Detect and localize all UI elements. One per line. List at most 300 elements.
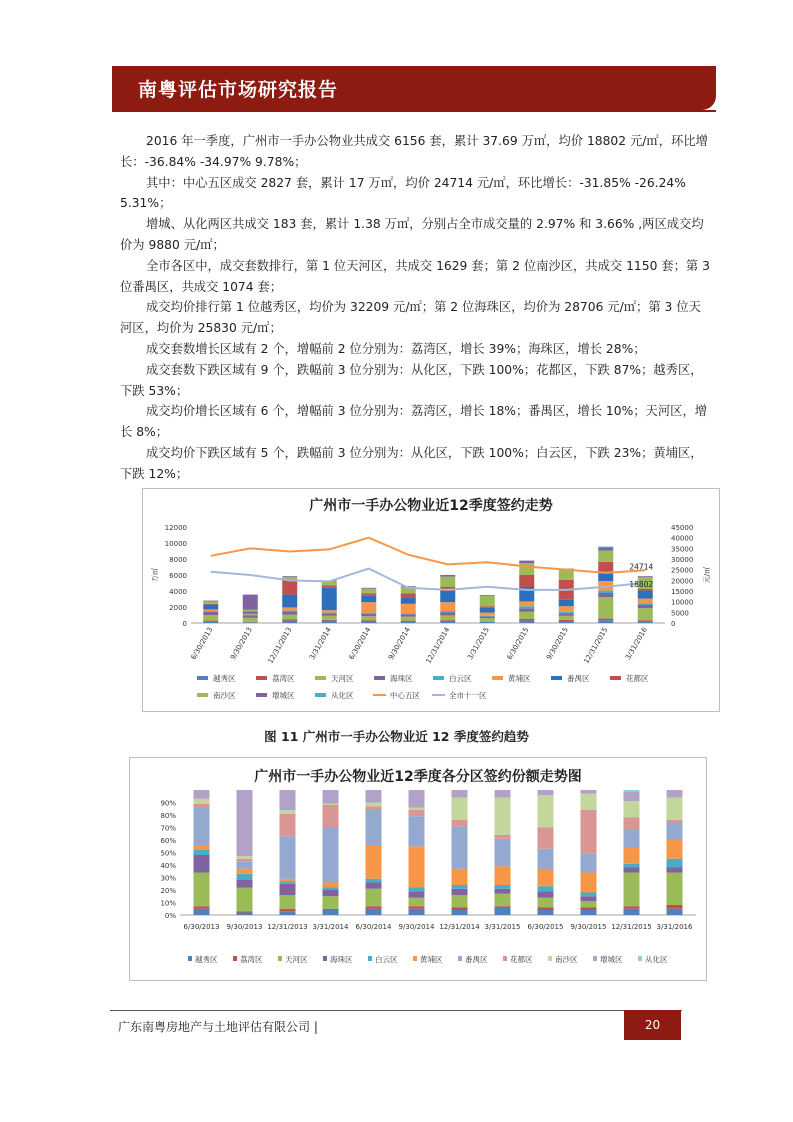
- bar-segment: [519, 619, 534, 621]
- legend-label: 番禺区: [465, 955, 488, 964]
- bar-segment: [194, 804, 210, 808]
- legend-label: 花都区: [510, 955, 533, 964]
- legend-swatch: [256, 693, 267, 697]
- bar-segment: [519, 575, 534, 587]
- paragraph: 全市各区中，成交套数排行，第 1 位天河区，共成交 1629 套；第 2 位南沙区，共成交 1150 套；第 3 位番禺区，共成交 1074 套；: [120, 258, 710, 294]
- bar-segment: [559, 616, 574, 620]
- bar-segment: [519, 609, 534, 612]
- bar-segment: [538, 891, 554, 897]
- bar-segment: [361, 588, 376, 589]
- bar-segment: [322, 610, 337, 612]
- bar-segment: [581, 810, 597, 854]
- bar-segment: [282, 595, 297, 608]
- bar-segment: [280, 881, 296, 884]
- x-tick-label: 3/31/2015: [484, 923, 521, 931]
- bar-segment: [581, 794, 597, 810]
- x-tick-label: 12/31/2013: [267, 923, 308, 931]
- legend-swatch: [610, 676, 621, 680]
- bar-segment: [280, 879, 296, 882]
- bar-segment: [237, 856, 253, 859]
- bar-segment: [366, 803, 382, 807]
- y-tick-label: 80%: [160, 812, 176, 820]
- bar-segment: [581, 854, 597, 873]
- series-line: [211, 538, 646, 573]
- x-tick-label: 6/30/2014: [347, 626, 373, 662]
- y-tick-label: 30%: [160, 874, 176, 883]
- bar-segment: [638, 603, 653, 605]
- bar-segment: [452, 798, 468, 821]
- bar-segment: [366, 883, 382, 889]
- legend-swatch: [492, 676, 503, 680]
- bar-segment: [322, 613, 337, 614]
- bar-segment: [638, 620, 653, 621]
- header-divider: [112, 110, 716, 112]
- bar-segment: [581, 893, 597, 897]
- series-line: [211, 569, 646, 590]
- bar-segment: [624, 868, 640, 873]
- page-title: 南粤评估市场研究报告: [138, 79, 339, 101]
- legend-label: 黄埔区: [420, 955, 443, 964]
- bar-segment: [409, 906, 425, 909]
- bar-segment: [440, 615, 455, 620]
- bar-segment: [282, 611, 297, 612]
- bar-segment: [401, 593, 416, 597]
- y-tick-label: 40%: [160, 862, 176, 870]
- bar-segment: [243, 614, 258, 615]
- bar-segment: [452, 885, 468, 889]
- bar-segment: [452, 908, 468, 911]
- legend-swatch: [315, 693, 326, 697]
- bar-segment: [194, 873, 210, 907]
- bar-segment: [243, 612, 258, 614]
- bar-segment: [194, 850, 210, 855]
- bar-segment: [495, 885, 511, 889]
- bar-segment: [280, 884, 296, 895]
- legend-swatch: [233, 956, 237, 961]
- legend-swatch: [197, 676, 208, 680]
- bar-segment: [440, 591, 455, 602]
- bar-segment: [243, 610, 258, 612]
- legend-label: 南沙区: [213, 691, 236, 700]
- bar-segment: [495, 790, 511, 798]
- bar-segment: [624, 818, 640, 831]
- y2-tick-label: 10000: [671, 598, 694, 607]
- bar-segment: [480, 595, 495, 596]
- bar-segment: [480, 617, 495, 619]
- bar-segment: [280, 911, 296, 915]
- bar-segment: [538, 908, 554, 911]
- bar-segment: [243, 618, 258, 622]
- bar-segment: [361, 602, 376, 612]
- legend-label: 海珠区: [330, 955, 353, 964]
- bar-segment: [237, 874, 253, 880]
- bar-segment: [495, 798, 511, 836]
- bar-segment: [323, 888, 339, 891]
- legend-swatch: [197, 693, 208, 697]
- bar-segment: [366, 909, 382, 915]
- chart-2-svg: [130, 758, 706, 980]
- bar-segment: [237, 861, 253, 869]
- bar-segment: [203, 604, 218, 605]
- legend-label: 全市十一区: [449, 691, 487, 700]
- bar-segment: [581, 910, 597, 915]
- x-tick-label: 9/30/2014: [398, 923, 435, 931]
- y2-tick-label: 0: [671, 620, 676, 628]
- bar-segment: [243, 595, 258, 610]
- bar-segment: [322, 620, 337, 621]
- legend-swatch: [638, 956, 642, 961]
- bar-segment: [452, 869, 468, 885]
- bar-segment: [282, 619, 297, 620]
- x-tick-label: 12/31/2015: [611, 923, 652, 931]
- bar-segment: [667, 868, 683, 873]
- bar-segment: [409, 898, 425, 907]
- bar-segment: [401, 597, 416, 603]
- bar-segment: [581, 908, 597, 911]
- bar-segment: [581, 901, 597, 907]
- y-tick-label: 90%: [160, 799, 176, 808]
- legend-swatch: [503, 956, 507, 961]
- bar-segment: [667, 905, 683, 909]
- bar-segment: [495, 835, 511, 839]
- bar-segment: [452, 826, 468, 869]
- legend-swatch: [256, 676, 267, 680]
- bar-segment: [280, 810, 296, 814]
- chart-title: 广州市一手办公物业近12季度各分区签约份额走势图: [254, 769, 582, 785]
- chart-district-share: [129, 757, 707, 981]
- bar-segment: [480, 606, 495, 608]
- bar-segment: [401, 613, 416, 614]
- bar-segment: [538, 790, 554, 795]
- bar-segment: [598, 547, 613, 550]
- legend-swatch: [374, 676, 385, 680]
- legend-swatch: [548, 956, 552, 961]
- bar-segment: [624, 791, 640, 801]
- y-tick-label: 0%: [164, 912, 176, 920]
- bar-segment: [452, 790, 468, 798]
- bar-segment: [452, 895, 468, 908]
- bar-segment: [322, 621, 337, 623]
- legend-swatch: [458, 956, 462, 961]
- bar-segment: [322, 588, 337, 610]
- bar-segment: [401, 617, 416, 621]
- bar-segment: [401, 621, 416, 622]
- bar-segment: [322, 585, 337, 587]
- bar-segment: [243, 622, 258, 623]
- bar-segment: [598, 619, 613, 621]
- bar-segment: [243, 615, 258, 617]
- chart-title: 广州市一手办公物业近12季度签约走势: [309, 498, 553, 514]
- bar-segment: [538, 886, 554, 891]
- report-body: [120, 131, 710, 485]
- legend-label: 白云区: [449, 674, 472, 683]
- legend-label: 荔湾区: [240, 955, 263, 964]
- legend-swatch: [413, 956, 417, 961]
- paragraph: 增城、从化两区共成交 183 套，累计 1.38 万㎡，分别占全市成交量的 2.97% 和 3.66% ,两区成交均价为 9880 元/㎡；: [120, 217, 704, 252]
- bar-segment: [559, 621, 574, 623]
- x-tick-label: 3/31/2016: [624, 626, 649, 662]
- legend-label: 黄埔区: [508, 674, 531, 683]
- x-tick-label: 3/31/2014: [308, 626, 333, 662]
- bar-segment: [624, 801, 640, 817]
- data-label: 24714: [629, 562, 654, 572]
- legend-swatch: [551, 676, 562, 680]
- bar-segment: [323, 828, 339, 883]
- bar-segment: [237, 859, 253, 862]
- bar-segment: [194, 855, 210, 873]
- bar-segment: [361, 589, 376, 594]
- bar-segment: [280, 814, 296, 837]
- bar-segment: [667, 823, 683, 841]
- bar-segment: [581, 790, 597, 794]
- chart-signing-trend: [142, 488, 720, 712]
- bar-segment: [624, 909, 640, 915]
- legend-label: 增城区: [600, 955, 623, 964]
- bar-segment: [409, 790, 425, 808]
- x-tick-label: 9/30/2014: [387, 626, 412, 662]
- legend-label: 南沙区: [555, 955, 578, 964]
- bar-segment: [401, 604, 416, 614]
- legend-label: 增城区: [272, 691, 295, 700]
- bar-segment: [203, 601, 218, 602]
- bar-segment: [598, 551, 613, 562]
- x-tick-label: 9/30/2015: [570, 923, 607, 931]
- bar-segment: [559, 620, 574, 621]
- bar-segment: [667, 909, 683, 915]
- legend-label: 从化区: [331, 691, 354, 700]
- y2-tick-label: 5000: [671, 609, 689, 618]
- bar-segment: [538, 849, 554, 870]
- bar-segment: [194, 790, 210, 799]
- y2-tick-label: 35000: [671, 545, 694, 554]
- bar-segment: [194, 799, 210, 804]
- bar-segment: [598, 597, 613, 619]
- bar-segment: [280, 909, 296, 912]
- bar-segment: [519, 601, 534, 606]
- y2-tick-label: 45000: [671, 524, 694, 532]
- bar-segment: [323, 890, 339, 896]
- bar-segment: [194, 909, 210, 915]
- y2-tick-label: 20000: [671, 577, 694, 586]
- bar-segment: [638, 576, 653, 577]
- bar-segment: [638, 599, 653, 604]
- bar-segment: [538, 910, 554, 915]
- x-tick-label: 3/31/2016: [656, 923, 693, 931]
- bar-segment: [237, 880, 253, 888]
- bar-segment: [480, 616, 495, 617]
- legend-swatch: [593, 956, 597, 961]
- legend-swatch: [315, 676, 326, 680]
- paragraph: 成交均价增长区域有 6 个，增幅前 3 位分别为：荔湾区，增长 18%；番禺区，增长 10%；天河区，增长 8%；: [120, 404, 708, 440]
- bar-segment: [452, 910, 468, 915]
- bar-segment: [237, 913, 253, 916]
- paragraph: 2016 年一季度，广州市一手办公物业共成交 6156 套，累计 37.69 万㎡，均价 18802 元/㎡，环比增长：-36.84% -34.97% 9.78%；: [120, 134, 708, 169]
- bar-segment: [323, 804, 339, 805]
- bar-segment: [237, 790, 253, 856]
- bar-segment: [366, 810, 382, 845]
- bar-segment: [519, 606, 534, 608]
- y-tick-label: 70%: [160, 824, 176, 833]
- bar-segment: [495, 866, 511, 885]
- y-tick-label: 6000: [169, 572, 187, 580]
- bar-segment: [598, 593, 613, 597]
- y-tick-label: 0: [182, 620, 187, 628]
- bar-segment: [519, 621, 534, 623]
- bar-segment: [323, 883, 339, 888]
- x-tick-label: 12/31/2014: [439, 923, 480, 931]
- bar-segment: [323, 805, 339, 828]
- bar-segment: [495, 894, 511, 907]
- bar-segment: [409, 909, 425, 915]
- bar-segment: [480, 608, 495, 613]
- bar-segment: [480, 618, 495, 621]
- bar-segment: [282, 607, 297, 610]
- legend-label: 越秀区: [213, 674, 236, 683]
- x-tick-label: 6/30/2015: [505, 626, 531, 662]
- y-tick-label: 10000: [164, 540, 187, 548]
- bar-segment: [519, 563, 534, 575]
- bar-segment: [323, 910, 339, 915]
- bar-segment: [519, 612, 534, 619]
- bar-segment: [243, 611, 258, 612]
- y-tick-label: 12000: [164, 524, 187, 532]
- x-tick-label: 6/30/2013: [189, 626, 215, 662]
- bar-segment: [638, 605, 653, 608]
- bar-segment: [559, 613, 574, 615]
- x-tick-label: 9/30/2013: [229, 626, 254, 662]
- bar-segment: [440, 575, 455, 577]
- x-tick-label: 3/31/2015: [466, 626, 491, 662]
- bar-segment: [361, 620, 376, 621]
- bar-segment: [361, 614, 376, 616]
- bar-segment: [203, 601, 218, 603]
- x-tick-label: 6/30/2014: [355, 923, 392, 931]
- x-tick-label: 6/30/2015: [527, 923, 564, 931]
- bar-segment: [322, 616, 337, 620]
- bar-segment: [194, 906, 210, 909]
- bar-segment: [409, 808, 425, 811]
- bar-segment: [638, 621, 653, 623]
- bar-segment: [203, 612, 218, 615]
- bar-segment: [598, 620, 613, 623]
- paragraph: 成交均价排行第 1 位越秀区，均价为 32209 元/㎡；第 2 位海珠区，均价为 28706 元/㎡；第 3 位天河区，均价为 25830 元/㎡；: [120, 300, 701, 336]
- legend-swatch: [433, 676, 444, 680]
- y-axis-label: 万㎡: [151, 568, 159, 582]
- bar-segment: [366, 845, 382, 879]
- bar-segment: [322, 613, 337, 615]
- bar-segment: [243, 615, 258, 616]
- y-tick-label: 8000: [169, 556, 187, 564]
- paragraph: 其中：中心五区成交 2827 套，累计 17 万㎡，均价 24714 元/㎡，环比增长：-31.85% -26.24% 5.31%；: [120, 175, 686, 211]
- bar-segment: [361, 593, 376, 595]
- y2-tick-label: 15000: [671, 588, 694, 596]
- legend-swatch: [368, 956, 372, 961]
- bar-segment: [667, 820, 683, 823]
- legend-label: 花都区: [626, 674, 649, 683]
- bar-segment: [440, 602, 455, 611]
- bar-segment: [366, 906, 382, 909]
- footer-divider: [110, 1010, 682, 1011]
- bar-segment: [409, 810, 425, 816]
- y-tick-label: 60%: [160, 837, 176, 845]
- bar-segment: [203, 621, 218, 623]
- bar-segment: [495, 839, 511, 867]
- bar-segment: [519, 561, 534, 563]
- bar-segment: [667, 840, 683, 859]
- bar-segment: [203, 621, 218, 622]
- bar-segment: [323, 896, 339, 909]
- bar-segment: [280, 790, 296, 810]
- figure-caption: 图 11 广州市一手办公物业近 12 季度签约趋势: [264, 729, 529, 744]
- bar-segment: [598, 547, 613, 548]
- bar-segment: [538, 795, 554, 828]
- paragraph: 成交套数增长区域有 2 个，增幅前 2 位分别为：荔湾区，增长 39%；海珠区，增长 28%；: [146, 341, 646, 356]
- bar-segment: [361, 621, 376, 623]
- bar-segment: [409, 846, 425, 887]
- bar-segment: [203, 611, 218, 612]
- bar-segment: [452, 889, 468, 895]
- bar-segment: [624, 790, 640, 791]
- y-tick-label: 2000: [169, 604, 187, 612]
- bar-segment: [624, 906, 640, 909]
- bar-segment: [409, 888, 425, 892]
- x-tick-label: 12/31/2013: [266, 626, 294, 665]
- bar-segment: [282, 611, 297, 614]
- bar-segment: [559, 612, 574, 614]
- bar-segment: [366, 889, 382, 907]
- bar-segment: [638, 591, 653, 599]
- bar-segment: [194, 845, 210, 850]
- legend-label: 中心五区: [390, 691, 420, 700]
- x-tick-label: 12/31/2014: [424, 626, 452, 665]
- bar-segment: [237, 869, 253, 874]
- bar-segment: [495, 908, 511, 916]
- bar-segment: [667, 859, 683, 868]
- bar-segment: [495, 906, 511, 907]
- bar-segment: [401, 614, 416, 616]
- bar-segment: [203, 609, 218, 611]
- bar-segment: [538, 898, 554, 908]
- bar-segment: [559, 606, 574, 612]
- bar-segment: [638, 608, 653, 620]
- y2-tick-label: 30000: [671, 556, 694, 564]
- bar-segment: [480, 622, 495, 623]
- x-tick-label: 9/30/2013: [226, 923, 263, 931]
- bar-segment: [361, 616, 376, 620]
- legend-swatch: [323, 956, 327, 961]
- x-tick-label: 3/31/2014: [312, 923, 349, 931]
- bar-segment: [624, 864, 640, 868]
- y2-tick-label: 40000: [671, 534, 694, 543]
- bar-segment: [440, 621, 455, 623]
- bar-segment: [401, 621, 416, 623]
- bar-segment: [366, 790, 382, 803]
- bar-segment: [624, 873, 640, 907]
- bar-segment: [361, 596, 376, 602]
- bar-segment: [452, 820, 468, 826]
- bar-segment: [194, 808, 210, 846]
- bar-segment: [237, 888, 253, 912]
- legend-swatch: [278, 956, 282, 961]
- bar-segment: [538, 870, 554, 886]
- x-tick-label: 6/30/2013: [183, 923, 220, 931]
- bar-segment: [409, 816, 425, 846]
- legend-label: 海珠区: [390, 674, 413, 683]
- bar-segment: [598, 562, 613, 572]
- bar-segment: [440, 612, 455, 615]
- y-tick-label: 4000: [169, 588, 187, 596]
- legend-swatch: [188, 956, 192, 961]
